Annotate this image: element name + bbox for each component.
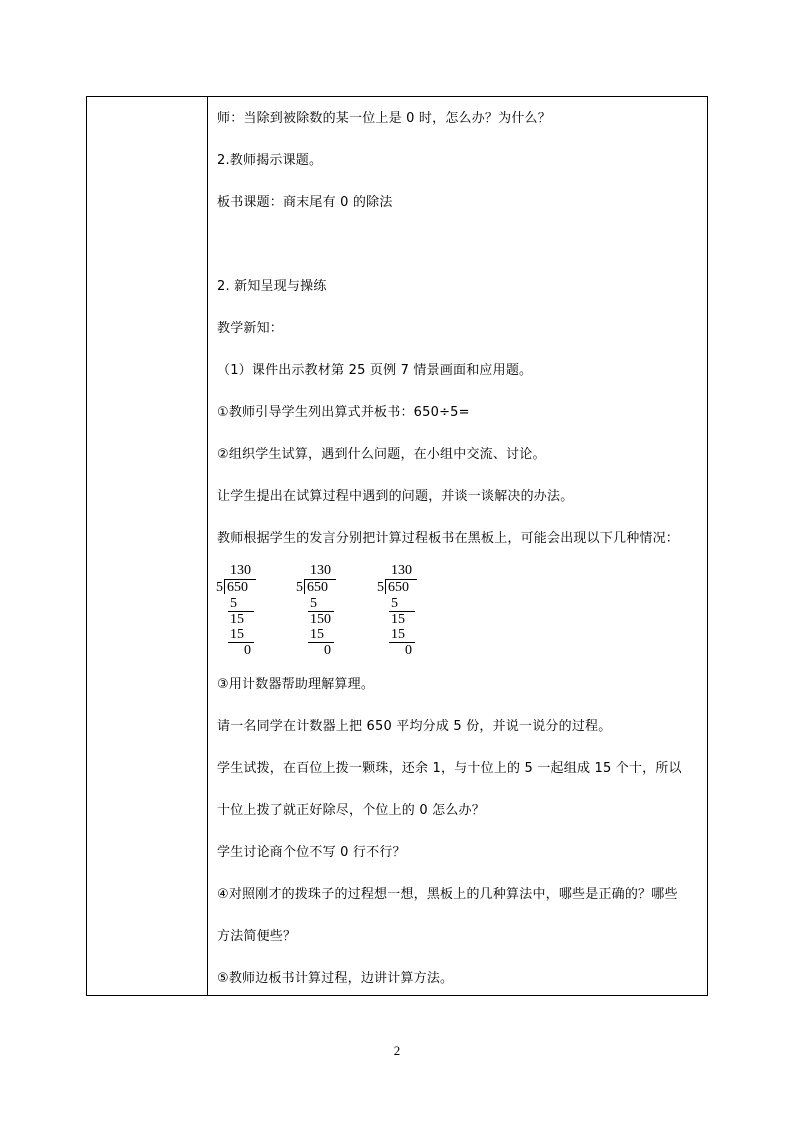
text-line: 让学生提出在试算过程中遇到的问题，并谈一谈解决的办法。 [217, 489, 574, 504]
step-value: 5 [391, 596, 398, 611]
long-division-3 [376, 563, 436, 659]
step-value: 15 [391, 627, 405, 642]
step-value: 5 [230, 596, 237, 611]
text-line: 2.教师揭示课题。 [217, 153, 323, 168]
quotient: 130 [230, 563, 251, 578]
column-divider [207, 97, 208, 995]
division-bracket [224, 579, 225, 594]
lesson-table [86, 96, 708, 996]
text-line: ④对照刚才的拨珠子的过程想一想，黑板上的几种算法中，哪些是正确的？哪些 [217, 887, 678, 902]
step-value: 5 [310, 596, 317, 611]
text-line: 方法简便些？ [217, 929, 297, 944]
text-line: （1）课件出示教材第 25 页例 7 情景画面和应用题。 [217, 363, 533, 378]
text-line: 师：当除到被除数的某一位上是 0 时，怎么办？为什么？ [217, 111, 551, 126]
section-heading: 2. 新知呈现与操练 [217, 279, 327, 294]
long-division-2 [295, 563, 355, 659]
dividend: 650 [388, 580, 409, 595]
divisor: 5 [296, 580, 303, 595]
text-line: ⑤教师边板书计算过程，边讲计算方法。 [217, 971, 454, 986]
quotient: 130 [310, 563, 331, 578]
text-line: ①教师引导学生列出算式并板书：650÷5= [217, 405, 470, 420]
long-division-1 [215, 563, 275, 659]
text-line: 教师根据学生的发言分别把计算过程板书在黑板上，可能会出现以下几种情况： [217, 531, 680, 546]
step-value: 15 [230, 627, 244, 642]
text-line: ②组织学生试算，遇到什么问题，在小组中交流、讨论。 [217, 447, 546, 462]
remainder: 0 [244, 643, 251, 658]
step-value: 15 [310, 627, 324, 642]
text-line: 学生讨论商个位不写 0 行不行？ [217, 845, 406, 860]
text-line: 教学新知： [217, 321, 284, 336]
divisor: 5 [377, 580, 384, 595]
dividend: 650 [307, 580, 328, 595]
step-value: 15 [391, 612, 405, 627]
division-bracket [385, 579, 386, 594]
remainder: 0 [405, 643, 412, 658]
step-value: 15 [230, 612, 244, 627]
divisor: 5 [216, 580, 223, 595]
text-line: 请一名同学在计数器上把 650 平均分成 5 份，并说一说分的过程。 [217, 719, 612, 734]
text-line: ③用计数器帮助理解算理。 [217, 677, 375, 692]
text-line: 学生试拨，在百位上拨一颗珠，还余 1，与十位上的 5 一起组成 15 个十，所以 [217, 761, 682, 776]
quotient: 130 [391, 563, 412, 578]
division-bracket [304, 579, 305, 594]
text-line: 十位上拨了就正好除尽，个位上的 0 怎么办？ [217, 803, 485, 818]
step-value: 150 [310, 612, 331, 627]
dividend: 650 [227, 580, 248, 595]
page-number: 2 [393, 1043, 401, 1058]
text-line: 板书课题：商末尾有 0 的除法 [217, 195, 393, 210]
remainder: 0 [324, 643, 331, 658]
